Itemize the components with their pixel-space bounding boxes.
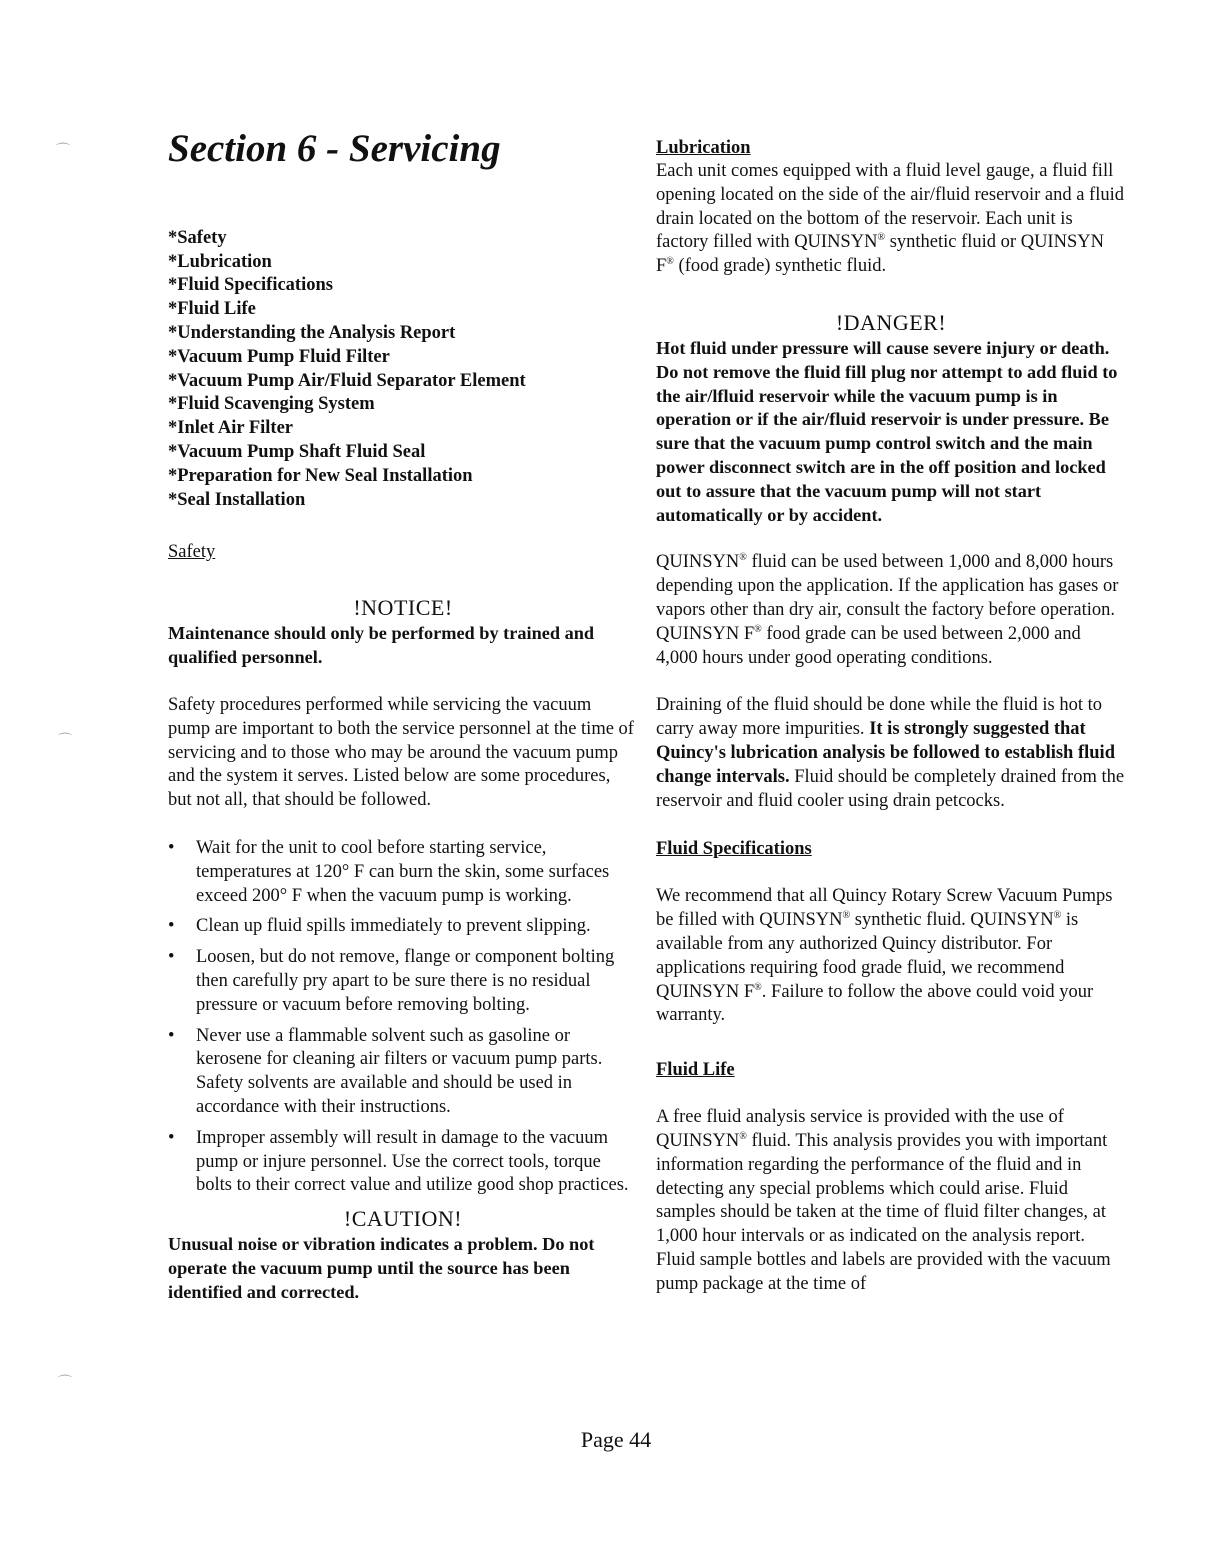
- fluid-life-heading: Fluid Life: [656, 1060, 735, 1081]
- page-number: Page 44: [580, 1427, 652, 1452]
- bullet-text: Improper assembly will result in damage to the vacuum pump or injure personnel. Use the correct tools, torque bolts to their correct value and utilize good shop practices.: [196, 1127, 629, 1196]
- drain-emphasis: It is strongly suggested that Quincy's lubrication analysis be followed to establish fluid change intervals.: [656, 719, 1115, 787]
- table-of-contents: [168, 227, 638, 513]
- bullet-icon: •: [168, 1025, 175, 1046]
- toc-item: *Safety: [168, 227, 227, 248]
- registered-mark: ®: [754, 981, 762, 993]
- toc-item: *Vacuum Pump Shaft Fluid Seal: [168, 442, 426, 463]
- safety-bullet-list: [168, 837, 638, 1198]
- toc-item: *Inlet Air Filter: [168, 418, 294, 439]
- caution-title: !CAUTION!: [343, 1206, 463, 1232]
- list-item: [168, 1127, 638, 1198]
- bullet-text: Wait for the unit to cool before starting service, temperatures at 120° F can burn the skin, some surfaces exceed 200° F when the vacuum pump is working.: [196, 838, 610, 906]
- registered-mark: ®: [877, 232, 886, 244]
- list-item: [168, 915, 638, 939]
- bullet-icon: •: [168, 916, 175, 937]
- bullet-icon: •: [168, 947, 175, 968]
- bullet-icon: •: [168, 838, 175, 859]
- danger-text: Hot fluid under pressure will cause severe injury or death. Do not remove the fluid fill plug nor attempt to add fluid to the air/lfluid reservoir while the vacuum pump is in operation or if the air/fluid reservoir is under pressure. Be sure that the vacuum pump control switch and the main power disconnect switch are in the off position and locked out to assure that the vacuum pump will not start automatically or by accident.: [656, 337, 1118, 525]
- toc-item: *Fluid Life: [168, 299, 256, 320]
- toc-item: *Understanding the Analysis Report: [168, 323, 456, 344]
- registered-mark: ®: [754, 623, 762, 635]
- toc-item: *Lubrication: [168, 251, 272, 272]
- fluid-specifications-heading: Fluid Specifications: [656, 839, 812, 860]
- notice-text: Maintenance should only be performed by trained and qualified personnel.: [168, 623, 595, 668]
- registered-mark: ®: [842, 909, 851, 921]
- safety-intro: Safety procedures performed while servicing the vacuum pump are important to both the service personnel at the time of servicing and to those who may be around the vacuum pump and the system it serves. Listed below are some procedures, but not all, that should be followed.: [168, 695, 634, 811]
- toc-item: *Vacuum Pump Fluid Filter: [168, 346, 390, 367]
- registered-mark: ®: [739, 552, 747, 564]
- list-item: [168, 837, 638, 908]
- bullet-icon: •: [168, 1127, 175, 1148]
- fluid-life-text: A free fluid analysis service is provided with the use of QUINSYN® fluid. This analysis provides you with important information regarding the performance of the fluid and in detecting any special problems which could arise. Fluid samples should be taken at the time of fluid filter changes, at 1,000 hour intervals or as indicated on the analysis report. Fluid sample bottles and labels are provided with the vacuum pump package at the time of: [656, 1107, 1111, 1294]
- lubrication-text: Each unit comes equipped with a fluid level gauge, a fluid fill opening located on the side of the air/fluid reservoir and a fluid drain located on the bottom of the reservoir. Each unit is factory filled with QUINSYN® synthetic fluid or QUINSYN F® (food grade) synthetic fluid.: [656, 161, 1125, 277]
- margin-mark: ⌒: [58, 1376, 72, 1391]
- toc-item: *Fluid Specifications: [168, 275, 333, 296]
- danger-title: !DANGER!: [835, 309, 947, 335]
- bullet-text: Clean up fluid spills immediately to prevent slipping.: [196, 916, 591, 937]
- fluid-usage-text: QUINSYN® fluid can be used between 1,000 and 8,000 hours depending upon the application. If the application has gases or vapors other than dry air, consult the factory before operation. QUINSYN F® food grade can be used between 2,000 and 4,000 hours under good operating conditions.: [656, 552, 1119, 668]
- toc-item: *Vacuum Pump Air/Fluid Separator Element: [168, 370, 526, 391]
- bullet-text: Loosen, but do not remove, flange or component bolting then carefully pry apart to be sure there is no residual pressure or vacuum before removing bolting.: [196, 947, 615, 1015]
- section-title: Section 6 - Servicing: [168, 127, 501, 170]
- list-item: [168, 946, 638, 1017]
- margin-mark: ⌒: [56, 144, 70, 159]
- left-column: [168, 128, 638, 1305]
- fluid-drain-text: Draining of the fluid should be done while the fluid is hot to carry away more impurities. It is strongly suggested that Quincy's lubrication analysis be followed to establish fluid change intervals. Fluid should be completely drained from the reservoir and fluid cooler using drain petcocks.: [656, 695, 1125, 811]
- notice-title: !NOTICE!: [353, 595, 453, 621]
- fluid-specifications-text: We recommend that all Quincy Rotary Screw Vacuum Pumps be filled with QUINSYN® synthetic fluid. QUINSYN® is available from any authorized Quincy distributor. For applications requiring food grade fluid, we recommend QUINSYN F®. Failure to follow the above could void your warranty.: [656, 886, 1113, 1026]
- registered-mark: ®: [739, 1130, 747, 1142]
- lubrication-heading: Lubrication: [656, 138, 751, 158]
- list-item: [168, 1025, 638, 1120]
- toc-item: *Fluid Scavenging System: [168, 394, 375, 415]
- right-column: [656, 136, 1126, 1296]
- caution-text: Unusual noise or vibration indicates a problem. Do not operate the vacuum pump until the source has been identified and corrected.: [168, 1234, 595, 1302]
- bullet-text: Never use a flammable solvent such as gasoline or kerosene for cleaning air filters or vacuum pump parts. Safety solvents are available and should be used in accordance with their instructions.: [196, 1025, 603, 1117]
- margin-mark: ⌒: [58, 734, 72, 749]
- safety-heading: Safety: [168, 542, 216, 563]
- toc-item: *Preparation for New Seal Installation: [168, 465, 473, 486]
- registered-mark: ®: [1053, 909, 1062, 921]
- registered-mark: ®: [666, 256, 674, 268]
- toc-item: *Seal Installation: [168, 489, 306, 510]
